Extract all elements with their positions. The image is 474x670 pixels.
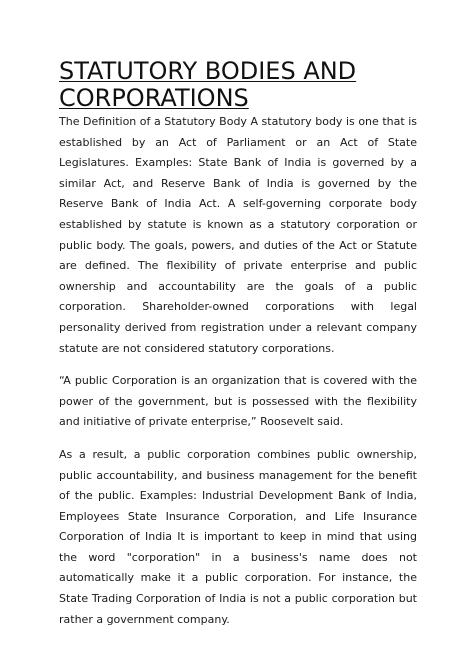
document-body (59, 112, 417, 642)
paragraph-roosevelt-quote: “A public Corporation is an organization that is covered with the power of the government, but is possessed with the flexibility and initiative of private enterprise,” Roosevelt said. (59, 374, 417, 429)
paragraph-definition: The Definition of a Statutory Body A statutory body is one that is established by an Act of Parliament or an Act of State Legislatures. Examples: State Bank of India is governed by a similar Act, and Reserve Bank of India is governed by the Reserve Bank of India Act. A self-governing corporate body established by statute is known as a statutory corporation or public body. The goals, powers, and duties of the Act or Statute are defined. The flexibility of private enterprise and public ownership and accountability are the goals of a public corporation. Shareholder-owned corporations with legal personality derived from registration under a relevant company statute are not considered statutory corporations. (59, 115, 417, 355)
paragraph-public-corporation: As a result, a public corporation combines public ownership, public accountability, and business management for the benefit of the public. Examples: Industrial Development Bank of India, Employees State Insurance Corporation, and Life Insurance Corporation of India It is important to keep in mind that using the word "corporation" in a business's name does not automatically make it a public corporation. For instance, the State Trading Corporation of India is not a public corporation but rather a government company. (59, 447, 417, 626)
document-title: STATUTORY BODIES AND CORPORATIONS (59, 57, 357, 112)
